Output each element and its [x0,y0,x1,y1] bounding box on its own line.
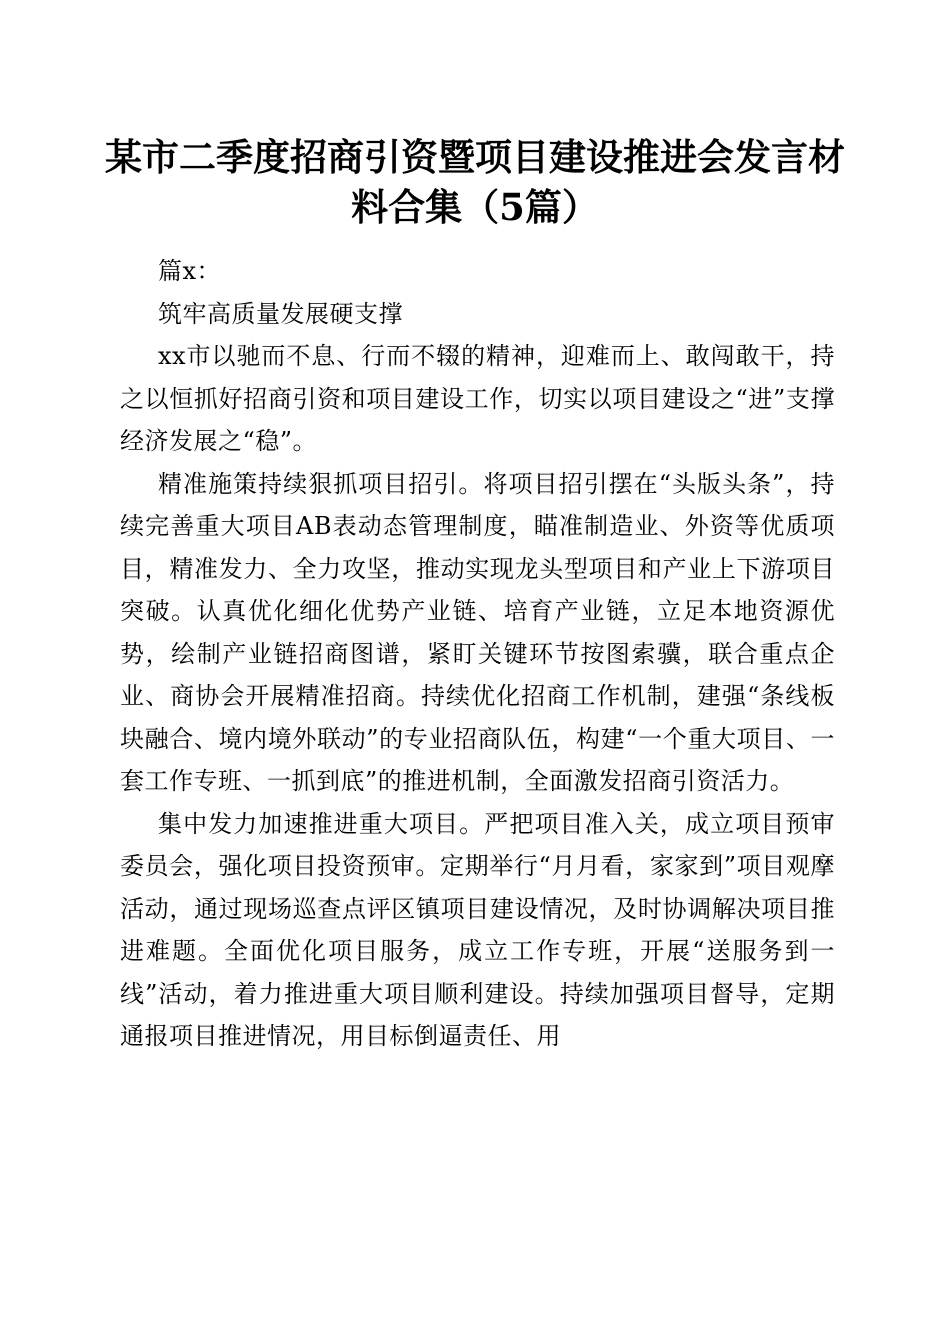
section-subtitle: 筑牢高质量发展硬支撑 [158,299,403,328]
title-line-1: 某市二季度招商引资暨项目建设推进会发言材 [105,135,845,179]
section-label: 篇x： [158,257,222,285]
paragraph: 集中发力加速推进重大项目。严把项目准入关，成立项目预审委员会，强化项目投资预审。定期举行“月月看，家家到”项目观摩活动，通过现场巡查点评区镇项目建设情况，及时协调解决项目推进难题。全面优化项目服务，成立工作专班，开展“送服务到一线”活动，着力推进重大项目顺利建设。持续加强项目督导，定期通报项目推进情况，用目标倒逼责任、用 [120,809,835,1050]
document-body [120,250,835,1058]
paragraph: xx市以驰而不息、行而不辍的精神，迎难而上、敢闯敢干，持之以恒抓好招商引资和项目建设工作，切实以项目建设之“进”支撑经济发展之“稳”。 [120,342,835,455]
document-title [100,132,850,232]
title-line-2: 料合集（5篇） [351,185,599,229]
paragraph: 精准施策持续狠抓项目招引。将项目招引摆在“头版头条”，持续完善重大项目AB表动态管理制度，瞄准制造业、外资等优质项目，精准发力、全力攻坚，推动实现龙头型项目和产业上下游项目突破。认真优化细化优势产业链、培育产业链，立足本地资源优势，绘制产业链招商图谱，紧盯关键环节按图索骥，联合重点企业、商协会开展精准招商。持续优化招商工作机制，建强“条线板块融合、境内境外联动”的专业招商队伍，构建“一个重大项目、一套工作专班、一抓到底”的推进机制，全面激发招商引资活力。 [120,469,835,795]
